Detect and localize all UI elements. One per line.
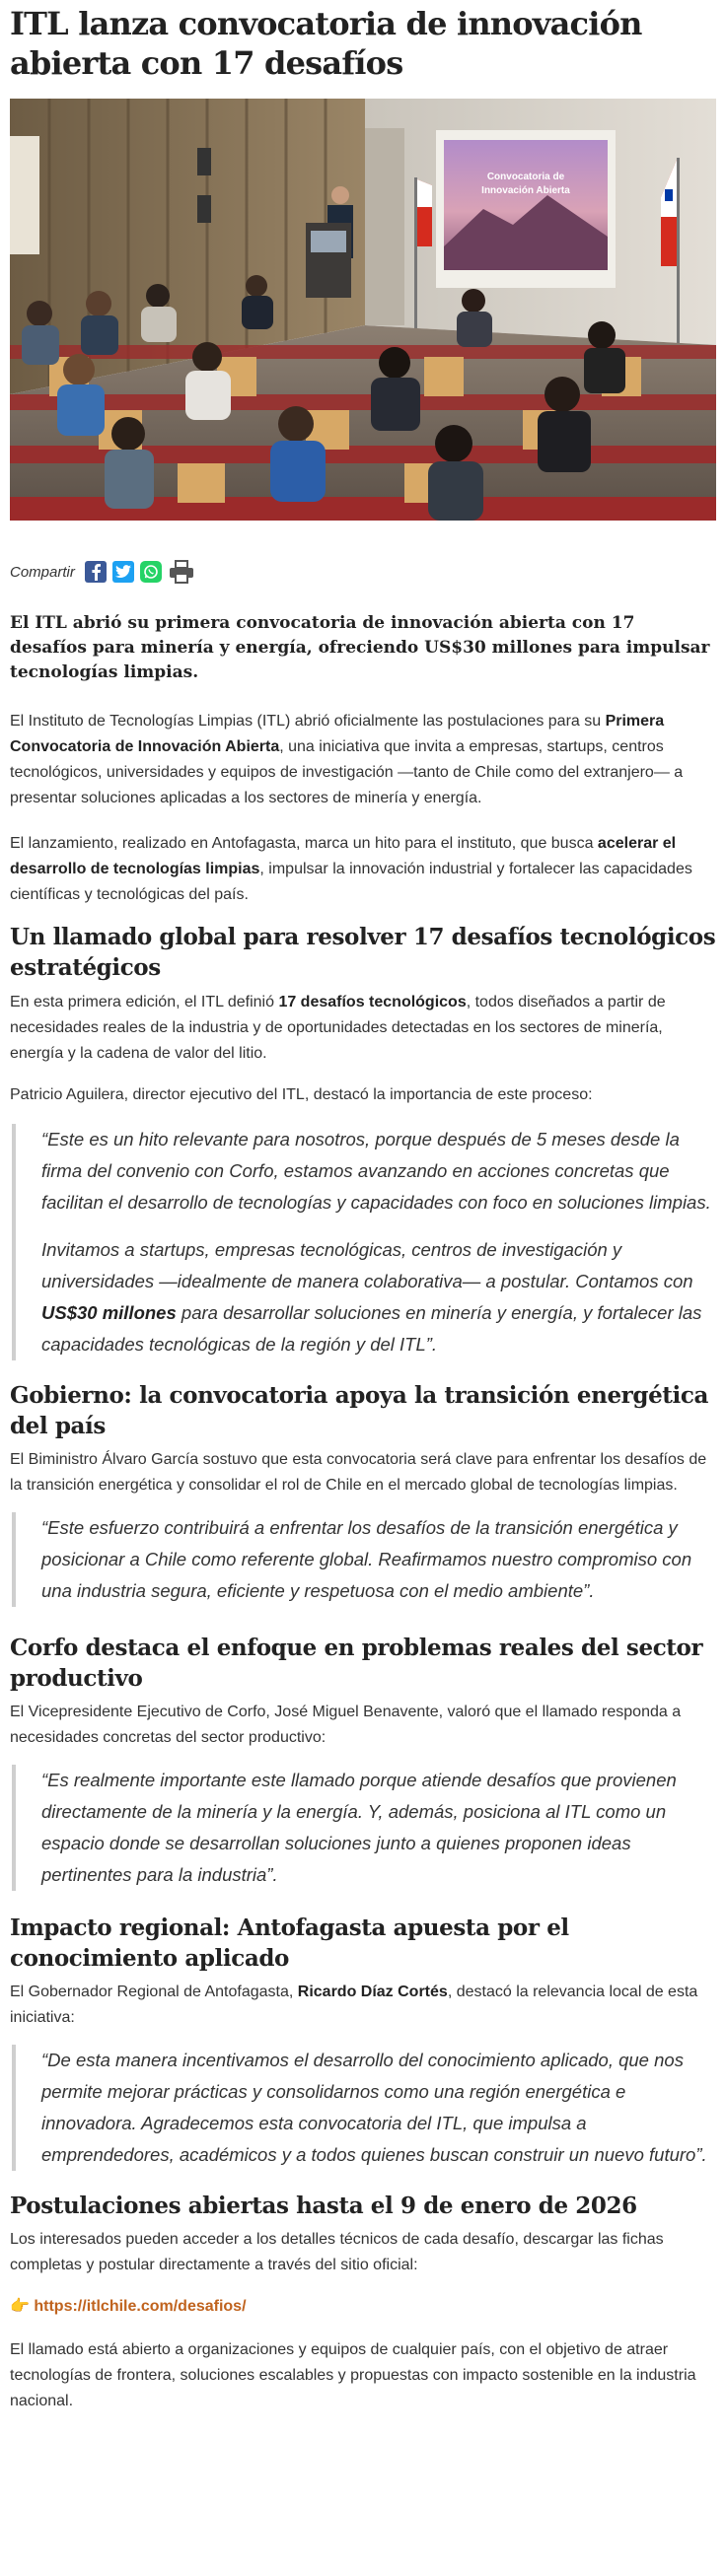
section5-paragraph-1: Los interesados pueden acceder a los detalles técnicos de cada desafío, descargar las fichas completas y postular directamente a través del sitio oficial: [10,2231,664,2273]
section2-paragraph-1: El Biministro Álvaro García sostuvo que esta convocatoria será clave para enfrentar los desafíos de la transición energética y consolidar el rol de Chile en el mercado global de tecnologías limpias. [10,1451,707,1494]
section1-paragraph-1: En esta primera edición, el ITL definió 17 desafíos tecnológicos, todos diseñados a partir de necesidades reales de la industria y de oportunidades detectadas en los sectores de minería, energía y la cadena de valor del litio. [10,994,666,1062]
section5-paragraph-2: El llamado está abierto a organizaciones y equipos de cualquier país, con el objetivo de atraer tecnologías de frontera, soluciones escalables y propuestas con impacto sostenible en la industria nacional. [10,2341,696,2409]
section3-paragraph-1: El Vicepresidente Ejecutivo de Corfo, José Miguel Benavente, valoró que el llamado responda a necesidades concretas del sector productivo: [10,1704,682,1746]
quote-aguilera-part-2: Invitamos a startups, empresas tecnológicas, centros de investigación y universidades —idealmente de manera colaborativa— a postular. Contamos con US$30 millones para desarrollar soluciones en minería y energía, y fortalecer las capacidades tecnológicas de la región y del ITL”. [41,1239,702,1355]
quote-aguilera [12,1124,716,1360]
twitter-icon[interactable] [112,561,134,583]
section-heading-government: Gobierno: la convocatoria apoya la transición energética del país [10,1382,708,1439]
quote-diaz [12,2045,716,2171]
quote-diaz-text: “De esta manera incentivamos el desarrollo del conocimiento aplicado, que nos permite mejorar prácticas y consolidarnos como una región energética e innovadora. Agradecemos esta convocatoria del ITL, que impulsa a emprendedores, académicos y a todos quienes buscan construir un nuevo futuro”. [41,2050,707,2165]
section-heading-applications: Postulaciones abiertas hasta el 9 de enero de 2026 [10,2193,637,2219]
quote-benavente-text: “Es realmente importante este llamado porque atiende desafíos que provienen directamente de la minería y la energía. Y, además, posiciona al ITL como un espacio donde se desarrollan soluciones junto a quienes proponen ideas pertinentes para la industria”. [41,1770,677,1885]
quote-garcia [12,1512,716,1607]
article-lead: El ITL abrió su primera convocatoria de innovación abierta con 17 desafíos para minería y energía, ofreciendo US$30 millones para impulsar tecnologías limpias. [10,613,710,682]
article-title: ITL lanza convocatoria de innovación abierta con 17 desafíos [10,5,642,82]
section4-paragraph-1: El Gobernador Regional de Antofagasta, Ricardo Díaz Cortés, destacó la relevancia local de esta iniciativa: [10,1984,698,2026]
intro-paragraph-2: El lanzamiento, realizado en Antofagasta, marca un hito para el instituto, que busca acelerar el desarrollo de tecnologías limpias, impulsar la innovación industrial y fortalecer las capacidades científicas y tecnológicas del país. [10,835,692,903]
hero-photo [10,99,716,521]
quote-garcia-text: “Este esfuerzo contribuirá a enfrentar los desafíos de la transición energética y posicionar a Chile como referente global. Reafirmamos nuestro compromiso con una industria segura, eficiente y respetuosa con el medio ambiente”. [41,1517,692,1601]
section1-paragraph-2: Patricio Aguilera, director ejecutivo del ITL, destacó la importancia de este proceso: [10,1086,593,1103]
whatsapp-icon[interactable] [140,561,162,583]
section-heading-global-call: Un llamado global para resolver 17 desafíos tecnológicos estratégicos [10,924,716,981]
application-link-line [10,2294,716,2320]
print-icon[interactable] [168,561,195,583]
section-heading-regional: Impacto regional: Antofagasta apuesta por el conocimiento aplicado [10,1915,569,1972]
share-bar [10,556,716,588]
screen-text-1: Convocatoria de [486,172,565,182]
event-photo-illustration [10,99,716,521]
application-link[interactable]: https://itlchile.com/desafios/ [34,2298,247,2315]
quote-aguilera-part-1: “Este es un hito relevante para nosotros, porque después de 5 meses desde la firma del convenio con Corfo, estamos avanzando en acciones concretas que facilitan el desarrollo de tecnologías y capacidades con foco en soluciones limpias. [41,1129,711,1213]
section-heading-corfo: Corfo destaca el enfoque en problemas reales del sector productivo [10,1635,703,1692]
share-label: Compartir [10,563,75,581]
screen-text-2: Innovación Abierta [481,185,570,196]
quote-benavente [12,1765,716,1891]
facebook-icon[interactable] [85,561,107,583]
pointing-hand-icon: 👉 [10,2298,30,2315]
intro-paragraph-1: El Instituto de Tecnologías Limpias (ITL) abrió oficialmente las postulaciones para su Primera Convocatoria de Innovación Abierta, una iniciativa que invita a empresas, startups, centros tecnológicos, universidades y equipos de investigación —tanto de Chile como del extranjero— a presentar soluciones aplicadas a los sectores de minería y energía. [10,713,684,806]
